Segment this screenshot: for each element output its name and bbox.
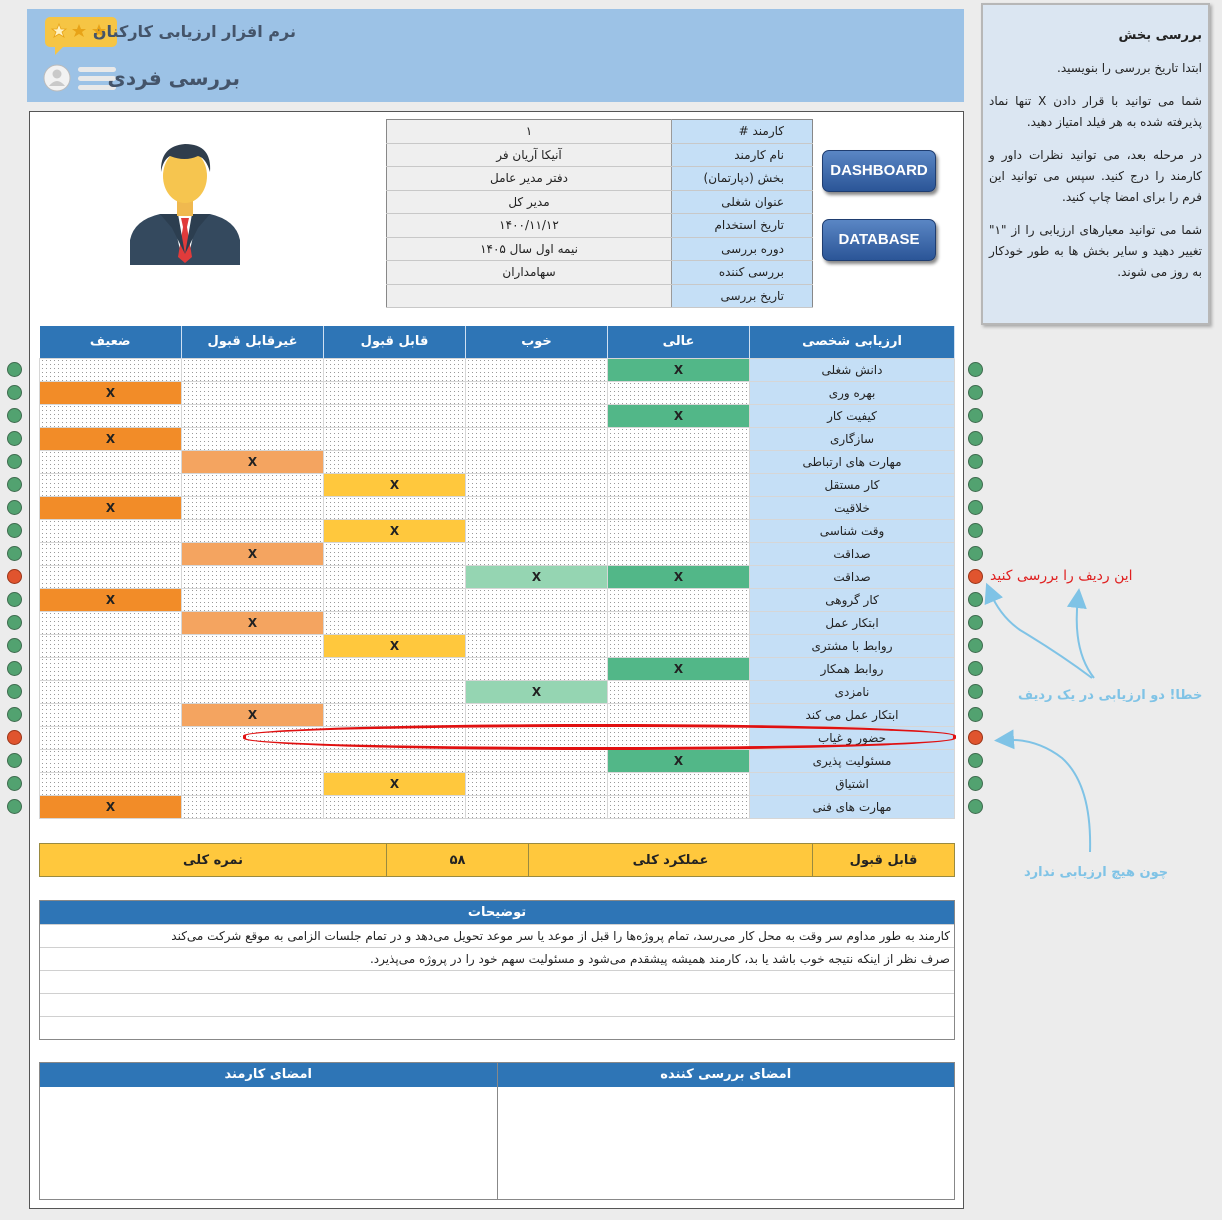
rating-cell[interactable] <box>466 358 608 381</box>
level-header: غیرقابل قبول <box>182 326 324 358</box>
info-label: تاریخ استخدام <box>672 214 813 238</box>
reviewer-signature-title: امضای بررسی کننده <box>498 1063 955 1087</box>
rating-cell[interactable] <box>324 703 466 726</box>
rating-cell[interactable] <box>466 703 608 726</box>
database-button[interactable]: DATABASE <box>822 219 936 261</box>
evaluation-row <box>40 381 955 404</box>
evaluation-row <box>40 427 955 450</box>
rating-mark: X <box>673 362 684 377</box>
rating-cell[interactable] <box>608 404 750 427</box>
rating-cell[interactable] <box>182 358 324 381</box>
level-header: عالی <box>608 326 750 358</box>
evaluation-row <box>40 657 955 680</box>
row-status-indicator <box>7 500 22 515</box>
rating-mark: X <box>673 408 684 423</box>
row-status-indicator <box>7 592 22 607</box>
criterion-label: وقت شناسی <box>750 519 955 542</box>
rating-cell[interactable] <box>182 749 324 772</box>
signature-area <box>39 1062 955 1200</box>
rating-cell[interactable] <box>324 542 466 565</box>
rating-cell[interactable] <box>608 703 750 726</box>
rating-cell[interactable] <box>324 496 466 519</box>
rating-cell[interactable] <box>40 519 182 542</box>
rating-cell[interactable] <box>608 450 750 473</box>
row-status-indicator <box>968 546 983 561</box>
rating-cell[interactable] <box>608 611 750 634</box>
rating-cell[interactable] <box>40 427 182 450</box>
rating-mark: X <box>247 454 258 469</box>
rating-mark: X <box>389 638 400 653</box>
criterion-label: سازگاری <box>750 427 955 450</box>
rating-cell[interactable] <box>324 519 466 542</box>
rating-mark: X <box>247 707 258 722</box>
rating-cell[interactable] <box>608 749 750 772</box>
info-value[interactable]: آنیکا آریان فر <box>387 143 672 167</box>
annotation-check-row: این ردیف را بررسی کنید <box>990 568 1133 584</box>
missing-row-highlight <box>243 724 956 750</box>
rating-cell[interactable] <box>40 726 182 749</box>
instructions-title: بررسی بخش <box>1118 28 1202 43</box>
criterion-label: مسئولیت پذیری <box>750 749 955 772</box>
row-status-indicator <box>7 776 22 791</box>
rating-mark: X <box>105 500 116 515</box>
rating-mark: X <box>105 385 116 400</box>
rating-cell[interactable] <box>608 381 750 404</box>
row-status-indicator <box>7 707 22 722</box>
comment-line[interactable]: کارمند به طور مداوم سر وقت به محل کار می‌رسد، تمام پروژه‌ها را قبل از موعد یا سر موعد تحویل می‌دهد و در تمام جلسات الزامی به موقع شرکت می‌کند <box>40 924 954 947</box>
comments-box <box>39 900 955 1040</box>
rating-cell[interactable] <box>608 680 750 703</box>
rating-cell[interactable] <box>466 473 608 496</box>
criterion-label: مهارت های ارتباطی <box>750 450 955 473</box>
evaluation-row <box>40 519 955 542</box>
level-header: ضعیف <box>40 326 182 358</box>
criterion-label: ابتکار عمل می کند <box>750 703 955 726</box>
rating-cell[interactable] <box>40 634 182 657</box>
rating-cell[interactable] <box>324 657 466 680</box>
employee-info-row <box>387 190 813 214</box>
rating-cell[interactable] <box>608 657 750 680</box>
overall-rating: قابل قبول <box>813 844 955 877</box>
evaluation-row <box>40 749 955 772</box>
row-status-indicator <box>7 546 22 561</box>
dashboard-button[interactable]: DASHBOARD <box>822 150 936 192</box>
rating-cell[interactable] <box>608 565 750 588</box>
rating-cell[interactable] <box>40 358 182 381</box>
rating-cell[interactable] <box>608 588 750 611</box>
evaluation-row <box>40 473 955 496</box>
criterion-label: کیفیت کار <box>750 404 955 427</box>
row-status-indicator <box>968 408 983 423</box>
rating-cell[interactable] <box>324 611 466 634</box>
overall-score: ۵۸ <box>387 844 529 877</box>
evaluation-row <box>40 496 955 519</box>
criterion-label: مهارت های فنی <box>750 795 955 818</box>
row-status-indicator <box>7 385 22 400</box>
evaluation-row <box>40 542 955 565</box>
evaluation-row <box>40 795 955 818</box>
rating-cell[interactable] <box>608 519 750 542</box>
rating-cell[interactable] <box>608 772 750 795</box>
employee-info-table <box>386 119 813 308</box>
employee-info-row <box>387 120 813 144</box>
rating-cell[interactable] <box>40 749 182 772</box>
annotation-no-marks: چون هیچ ارزیابی ندارد <box>1024 865 1169 880</box>
level-header: قابل قبول <box>324 326 466 358</box>
rating-cell[interactable] <box>40 496 182 519</box>
rating-mark: X <box>673 753 684 768</box>
rating-cell[interactable] <box>466 381 608 404</box>
row-status-indicator <box>7 431 22 446</box>
rating-cell[interactable] <box>182 381 324 404</box>
criterion-label: کار مستقل <box>750 473 955 496</box>
rating-cell[interactable] <box>466 588 608 611</box>
info-value[interactable]: نیمه اول سال ۱۴۰۵ <box>387 237 672 261</box>
rating-mark: X <box>531 569 542 584</box>
criterion-label: صداقت <box>750 542 955 565</box>
instructions-step-3: در مرحله بعد، می توانید نظرات داور و کارمند را درج کنید. سپس می توانید این فرم را برای امضا چاپ کنید. <box>989 148 1202 204</box>
rating-cell[interactable] <box>466 772 608 795</box>
row-status-indicator <box>7 753 22 768</box>
annotation-two-marks: خطا! دو ارزیابی در یک ردیف <box>1018 688 1203 703</box>
employee-info-row <box>387 143 813 167</box>
criterion-label: حضور و غیاب <box>750 726 955 749</box>
row-status-indicator <box>7 362 22 377</box>
app-title: نرم افزار ارزیابی کارکنان <box>92 22 296 41</box>
rating-cell[interactable] <box>466 542 608 565</box>
employee-signature-box[interactable] <box>40 1063 498 1199</box>
rating-cell[interactable] <box>324 680 466 703</box>
rating-mark: X <box>673 661 684 676</box>
rating-cell[interactable] <box>466 611 608 634</box>
info-label: بررسی کننده <box>672 261 813 285</box>
info-value[interactable]: سهامداران <box>387 261 672 285</box>
evaluation-row <box>40 634 955 657</box>
rating-cell[interactable] <box>182 404 324 427</box>
rating-cell[interactable] <box>324 473 466 496</box>
employee-info-row <box>387 237 813 261</box>
rating-mark: X <box>105 799 116 814</box>
evaluation-row <box>40 611 955 634</box>
employee-signature-title: امضای کارمند <box>40 1063 497 1087</box>
rating-cell[interactable] <box>182 795 324 818</box>
rating-cell[interactable] <box>466 450 608 473</box>
row-status-indicator <box>968 385 983 400</box>
info-value[interactable]: ۱۴۰۰/۱۱/۱۲ <box>387 214 672 238</box>
evaluation-row <box>40 358 955 381</box>
info-label: نام کارمند <box>672 143 813 167</box>
info-value[interactable]: دفتر مدیر عامل <box>387 167 672 191</box>
criterion-label: خلاقیت <box>750 496 955 519</box>
rating-cell[interactable] <box>40 795 182 818</box>
info-label: کارمند # <box>672 120 813 144</box>
rating-mark: X <box>247 615 258 630</box>
rating-cell[interactable] <box>324 565 466 588</box>
rating-cell[interactable] <box>608 634 750 657</box>
instructions-panel <box>981 3 1210 325</box>
row-status-indicator <box>7 661 22 676</box>
criterion-label: ابتکار عمل <box>750 611 955 634</box>
criterion-label: صداقت <box>750 565 955 588</box>
rating-cell[interactable] <box>608 473 750 496</box>
rating-cell[interactable] <box>324 381 466 404</box>
rating-cell[interactable] <box>182 611 324 634</box>
rating-cell[interactable] <box>466 565 608 588</box>
instructions-step-2: شما می توانید با قرار دادن X تنها نماد پذیرفته شده به هر فیلد امتیاز دهید. <box>989 94 1202 129</box>
rating-cell[interactable] <box>182 496 324 519</box>
row-status-indicator <box>968 431 983 446</box>
row-status-indicator <box>7 454 22 469</box>
page-title: بررسی فردی <box>107 66 240 90</box>
row-status-indicator <box>968 523 983 538</box>
overall-score-label: نمره کلی <box>40 844 387 877</box>
row-status-indicator <box>7 408 22 423</box>
criterion-label: روابط همکار <box>750 657 955 680</box>
rating-cell[interactable] <box>324 634 466 657</box>
evaluation-row <box>40 680 955 703</box>
rating-cell[interactable] <box>608 427 750 450</box>
criterion-label: دانش شغلی <box>750 358 955 381</box>
rating-cell[interactable] <box>324 404 466 427</box>
rating-cell[interactable] <box>40 588 182 611</box>
row-status-indicator <box>968 362 983 377</box>
rating-cell[interactable] <box>182 519 324 542</box>
rating-cell[interactable] <box>182 473 324 496</box>
comment-line[interactable]: صرف نظر از اینکه نتیجه خوب باشد یا بد، کارمند همیشه پیشقدم می‌شود و مسئولیت سهم خود را در پروژه می‌پذیرد. <box>40 947 954 970</box>
info-value[interactable]: ۱ <box>387 120 672 144</box>
evaluation-row <box>40 703 955 726</box>
rating-cell[interactable] <box>466 427 608 450</box>
rating-cell[interactable] <box>466 634 608 657</box>
rating-cell[interactable] <box>324 772 466 795</box>
rating-cell[interactable] <box>182 772 324 795</box>
instructions-step-1: ابتدا تاریخ بررسی را بنویسید. <box>1057 61 1202 75</box>
rating-cell[interactable] <box>40 680 182 703</box>
rating-cell[interactable] <box>40 473 182 496</box>
rating-cell[interactable] <box>466 496 608 519</box>
comment-line[interactable] <box>40 1016 954 1039</box>
rating-cell[interactable] <box>40 772 182 795</box>
criterion-label: نامزدی <box>750 680 955 703</box>
rating-mark: X <box>673 569 684 584</box>
info-value[interactable] <box>387 284 672 308</box>
rating-cell[interactable] <box>466 519 608 542</box>
row-status-indicator <box>7 684 22 699</box>
rating-cell[interactable] <box>466 749 608 772</box>
rating-cell[interactable] <box>182 703 324 726</box>
rating-cell[interactable] <box>182 680 324 703</box>
employee-info-row <box>387 261 813 285</box>
rating-cell[interactable] <box>40 657 182 680</box>
evaluation-row <box>40 565 955 588</box>
rating-cell[interactable] <box>608 795 750 818</box>
criteria-header: ارزیابی شخصی <box>750 326 955 358</box>
rating-cell[interactable] <box>466 404 608 427</box>
rating-cell[interactable] <box>182 427 324 450</box>
row-status-indicator <box>7 730 22 745</box>
summary-row <box>39 843 955 877</box>
rating-mark: X <box>247 546 258 561</box>
rating-cell[interactable] <box>324 588 466 611</box>
row-status-indicator <box>7 799 22 814</box>
rating-cell[interactable] <box>40 381 182 404</box>
rating-mark: X <box>531 684 542 699</box>
rating-cell[interactable] <box>324 358 466 381</box>
evaluation-row <box>40 588 955 611</box>
rating-cell[interactable] <box>182 565 324 588</box>
info-label: بخش (دپارتمان) <box>672 167 813 191</box>
row-status-indicator <box>968 454 983 469</box>
evaluation-row <box>40 450 955 473</box>
rating-cell[interactable] <box>182 542 324 565</box>
row-status-indicator <box>968 500 983 515</box>
comment-line[interactable] <box>40 993 954 1016</box>
rating-cell[interactable] <box>324 427 466 450</box>
rating-cell[interactable] <box>40 565 182 588</box>
rating-cell[interactable] <box>40 450 182 473</box>
rating-mark: X <box>389 776 400 791</box>
annotation-arrows <box>980 580 1222 870</box>
rating-cell[interactable] <box>608 542 750 565</box>
rating-cell[interactable] <box>40 404 182 427</box>
comment-line[interactable] <box>40 970 954 993</box>
overall-performance-label: عملکرد کلی <box>529 844 813 877</box>
criterion-label: اشتیاق <box>750 772 955 795</box>
rating-cell[interactable] <box>182 588 324 611</box>
info-label: تاریخ بررسی <box>672 284 813 308</box>
rating-cell[interactable] <box>40 703 182 726</box>
header-banner <box>27 9 964 102</box>
reviewer-signature-box[interactable] <box>498 1063 955 1199</box>
employee-info-row <box>387 284 813 308</box>
rating-cell[interactable] <box>40 611 182 634</box>
rating-mark: X <box>389 477 400 492</box>
instructions-step-4: شما می توانید معیارهای ارزیابی را از "۱" تغییر دهید و سایر بخش ها به طور خودکار به روز می شوند. <box>989 223 1202 279</box>
rating-cell[interactable] <box>182 450 324 473</box>
employee-info-row <box>387 167 813 191</box>
evaluation-row <box>40 404 955 427</box>
row-status-indicator <box>7 523 22 538</box>
comments-title: توضیحات <box>40 901 954 924</box>
rating-mark: X <box>105 431 116 446</box>
row-status-indicator <box>7 638 22 653</box>
info-value[interactable]: مدیر کل <box>387 190 672 214</box>
rating-mark: X <box>105 592 116 607</box>
criterion-label: روابط با مشتری <box>750 634 955 657</box>
row-status-indicator <box>7 569 22 584</box>
employee-info-row <box>387 214 813 238</box>
rating-cell[interactable] <box>608 358 750 381</box>
rating-cell[interactable] <box>182 634 324 657</box>
rating-cell[interactable] <box>324 450 466 473</box>
level-header: خوب <box>466 326 608 358</box>
rating-cell[interactable] <box>40 542 182 565</box>
rating-cell[interactable] <box>324 795 466 818</box>
row-status-indicator <box>7 477 22 492</box>
row-status-indicator <box>968 477 983 492</box>
info-label: دوره بررسی <box>672 237 813 261</box>
evaluation-row <box>40 772 955 795</box>
criterion-label: بهره وری <box>750 381 955 404</box>
rating-cell[interactable] <box>466 680 608 703</box>
rating-cell[interactable] <box>608 496 750 519</box>
info-label: عنوان شغلی <box>672 190 813 214</box>
rating-mark: X <box>389 523 400 538</box>
criterion-label: کار گروهی <box>750 588 955 611</box>
rating-cell[interactable] <box>324 749 466 772</box>
employee-avatar <box>130 132 240 265</box>
rating-cell[interactable] <box>182 657 324 680</box>
row-status-indicator <box>7 615 22 630</box>
rating-cell[interactable] <box>466 795 608 818</box>
rating-cell[interactable] <box>466 657 608 680</box>
review-sheet <box>29 111 964 1209</box>
